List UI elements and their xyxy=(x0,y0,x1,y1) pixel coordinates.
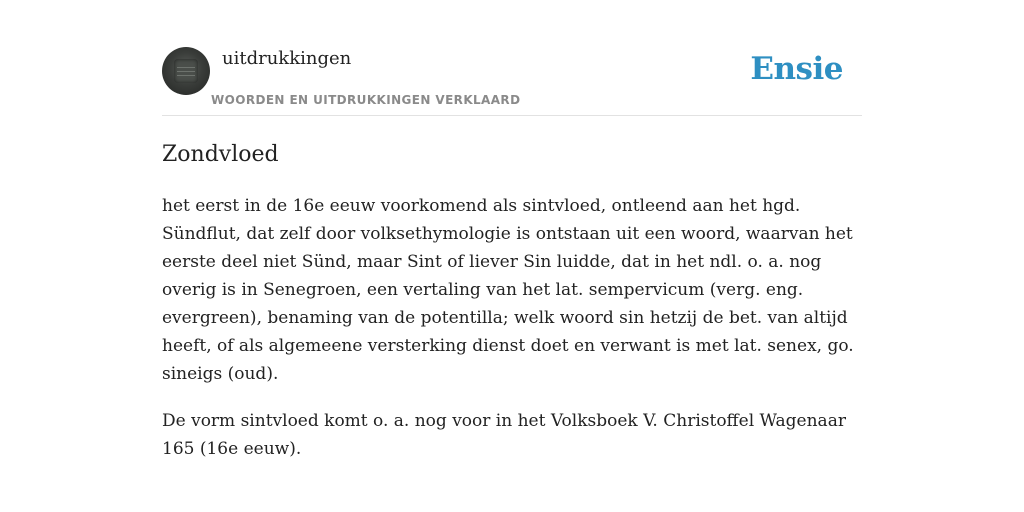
article-paragraph: De vorm sintvloed komt o. a. nog voor in het Volksboek V. Christoffel Wagenaar 165 (16e eeuw). xyxy=(162,411,846,459)
brand-logo-link[interactable]: Ensie xyxy=(750,51,843,87)
article-body xyxy=(162,192,862,482)
article-paragraph: het eerst in de 16e eeuw voorkomend als sintvloed, ontleend aan het hgd. Sündflut, dat zelf door volksethymologie is ontstaan uit een woord, waarvan het eerste deel niet Sünd, maar Sint of liever Sin luidde, dat in het ndl. o. a. nog overig is in Senegroen, een vertaling van het lat. sempervicum (verg. eng. evergreen), benaming van de potentilla; welk woord sin hetzij de bet. van altijd heeft, of als algemeene versterking dienst doet en verwant is met lat. senex, go. sineigs (oud). xyxy=(162,196,854,384)
header xyxy=(162,46,862,116)
header-divider xyxy=(162,115,862,116)
book-line-icon xyxy=(177,67,195,68)
book-line-icon xyxy=(177,75,195,76)
blog-name-link[interactable]: uitdrukkingen xyxy=(222,48,352,69)
article-title: Zondvloed xyxy=(162,142,279,167)
book-line-icon xyxy=(177,71,195,72)
avatar[interactable] xyxy=(162,47,210,95)
blog-tagline: WOORDEN EN UITDRUKKINGEN VERKLAARD xyxy=(211,93,521,107)
